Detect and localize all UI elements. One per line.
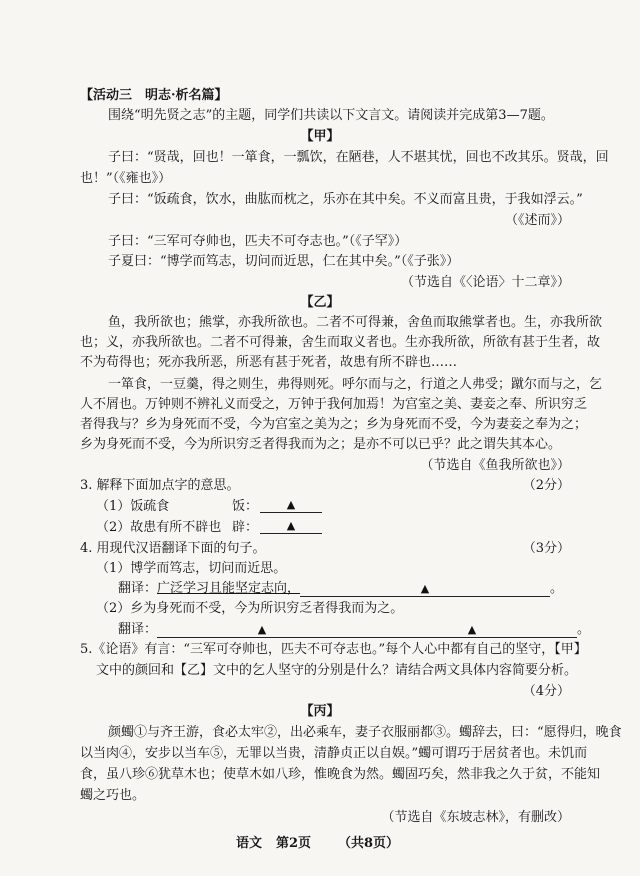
passage-bing-source: （节选自《东坡志林》，有删改）: [381, 810, 570, 825]
activity-header: 【活动三 明志·析名篇】: [80, 88, 228, 103]
answer-triangle-icon: ▲: [420, 582, 430, 595]
passage-jia-label: 【甲】: [300, 129, 340, 144]
footer-subject: 语文: [236, 836, 263, 851]
passage-bing-line: 蠋之巧也。: [80, 788, 146, 803]
q4-stem: 4. 用现代汉语翻译下面的句子。: [80, 541, 266, 556]
passage-yi-label: 【乙】: [300, 295, 340, 310]
translation-given-text: 广泛学习且能坚定志向，: [157, 581, 301, 596]
q3-score: （2分）: [522, 478, 570, 493]
answer-triangle-icon: ▲: [257, 623, 267, 636]
q3-item-2: （2）故患有所不辟也: [96, 520, 222, 535]
q4-item-1-answer: 翻译：广泛学习且能坚定志向， ▲ 。: [118, 581, 564, 596]
footer-page-number: 第2页: [276, 836, 312, 851]
passage-jia-line: 子曰：“贤哉，回也！一箪食，一瓢饮，在陋巷，人不堪其忧，回也不改其乐。贤哉，回: [108, 150, 609, 165]
passage-jia-line: 也！”（《雍也》）: [80, 171, 172, 186]
passage-jia-line: 子曰：“饭疏食，饮水，曲肱而枕之，乐亦在其中矣。不义而富且贵，于我如浮云。”: [108, 192, 583, 207]
answer-triangle-icon: ▲: [286, 498, 296, 511]
q5-line-1: 5.《论语》有言：“三军可夺帅也，匹夫不可夺志也。”每个人心中都有自己的坚守，【甲】: [80, 642, 587, 657]
q3-answer-blank-2[interactable]: [260, 519, 322, 534]
passage-yi-line: 也；义，亦我所欲也。二者不可得兼，舍生而取义者也。生亦我所欲，所欲有甚于生者，故: [80, 335, 601, 350]
passage-yi-line: 不为苟得也；死亦我所恶，所恶有甚于死者，故患有所不辟也……: [80, 355, 458, 370]
passage-jia-source: （节选自《〈论语〉十二章》）: [400, 275, 570, 290]
q4-answer-blank-2b[interactable]: [367, 623, 577, 638]
passage-yi-source: （节选自《鱼我所欲也》）: [420, 458, 570, 473]
q4-item-2: （2）乡为身死而不受，今为所识穷乏者得我而为之。: [96, 601, 404, 616]
q3-stem: 3. 解释下面加点字的意思。: [80, 478, 240, 493]
translation-label: 翻译：: [118, 581, 158, 596]
footer-total-pages: （共8页）: [338, 836, 400, 851]
q4-answer-blank-2a[interactable]: [157, 623, 367, 638]
passage-bing-line: 颜蠋①与齐王游，食必太牢②，出必乘车，妻子衣服丽都③。蠋辞去，曰：“愿得归，晚食: [108, 725, 622, 740]
passage-jia-line: （《述而》）: [504, 213, 570, 228]
translation-label: 翻译：: [118, 622, 158, 637]
q5-line-2: 文中的颜回和【乙】文中的乞人坚守的分别是什么？请结合两文具体内容简要分析。: [96, 663, 578, 678]
q3-item-1-char: 饭：: [232, 499, 259, 514]
q5-score: （4分）: [522, 684, 570, 699]
q3-item-2-char: 辟：: [232, 520, 259, 535]
q4-score: （3分）: [522, 541, 570, 556]
passage-bing-label: 【丙】: [300, 704, 340, 719]
q4-item-1: （1）博学而笃志，切问而近思。: [96, 561, 287, 576]
q4-answer-blank-1[interactable]: [300, 582, 550, 597]
passage-bing-line: 食，虽八珍⑥犹草木也；使草木如八珍，惟晚食为然。蠋固巧矣，然非我之久于贫，不能知: [80, 767, 601, 782]
activity-intro: 围绕“明先贤之志”的主题，同学们共读以下文言文。请阅读并完成第3—7题。: [108, 108, 554, 123]
passage-jia-line: 子曰：“三军可夺帅也，匹夫不可夺志也。”（《子罕》）: [108, 234, 408, 249]
passage-yi-line: 人不屑也。万钟则不辨礼义而受之，万钟于我何加焉！为宫室之美、妻妾之奉、所识穷乏: [80, 397, 588, 412]
answer-triangle-icon: ▲: [467, 623, 477, 636]
q4-item-2-answer: 翻译： ▲ ▲ 。: [118, 622, 591, 637]
passage-yi-line: 者得我与？乡为身死而不受，今为宫室之美为之；乡为身死而不受，今为妻妾之奉为之；: [80, 417, 588, 432]
q3-answer-blank-1[interactable]: [260, 498, 322, 513]
passage-jia-line: 子夏曰：“博学而笃志，切问而近思，仁在其中矣。”（《子张》）: [108, 254, 460, 269]
answer-triangle-icon: ▲: [286, 519, 296, 532]
q3-item-1: （1）饭疏食: [96, 499, 170, 514]
passage-bing-line: 以当肉④，安步以当车⑤，无罪以当贵，清静贞正以自娱。”蠋可谓巧于居贫者也。未饥而: [80, 746, 588, 761]
passage-yi-line: 鱼，我所欲也；熊掌，亦我所欲也。二者不可得兼，舍鱼而取熊掌者也。生，亦我所欲: [108, 315, 603, 330]
passage-yi-line: 乡为身死而不受，今为所识穷乏者得我而为之；是亦不可以已乎？此之谓失其本心。: [80, 437, 562, 452]
passage-yi-line: 一箪食，一豆羹，得之则生，弗得则死。呼尔而与之，行道之人弗受；蹴尔而与之，乞: [108, 377, 603, 392]
